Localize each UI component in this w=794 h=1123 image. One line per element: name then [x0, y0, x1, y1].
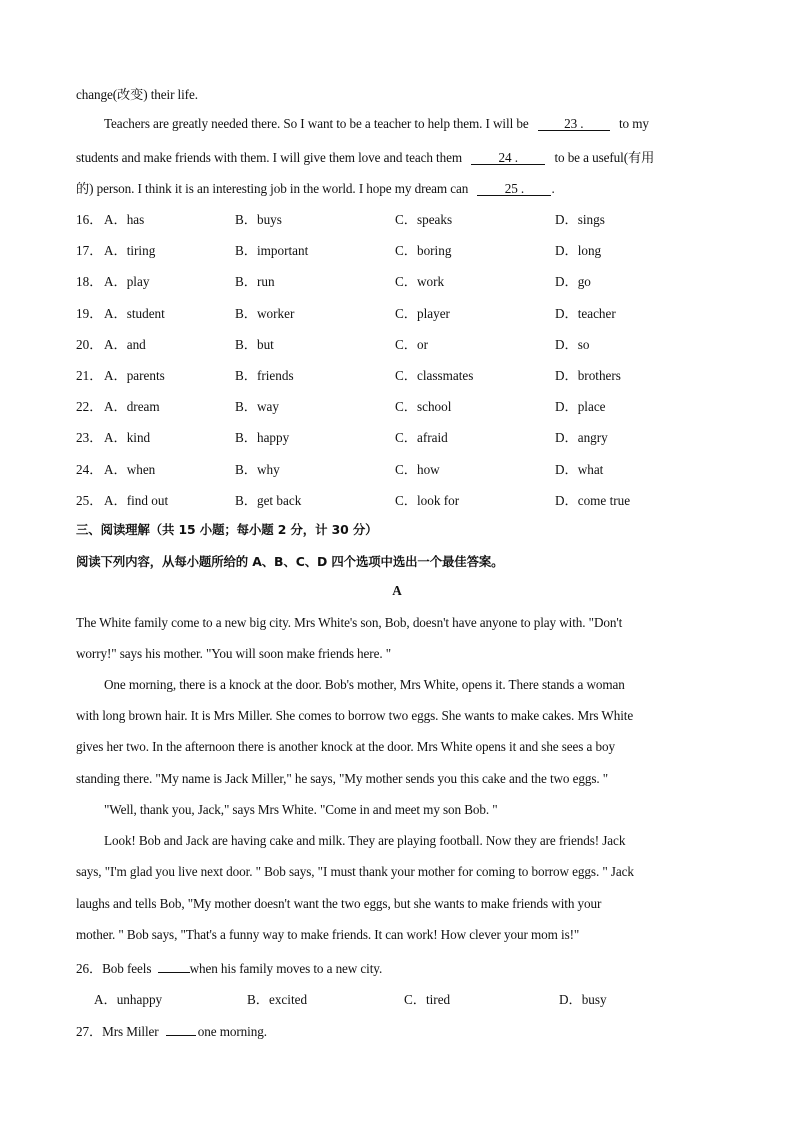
question-number: 17． — [76, 243, 103, 259]
option-b[interactable]: B．worker — [235, 305, 295, 321]
passage-text: Teachers are greatly needed there. So I want to be a teacher to help them. I will be — [104, 116, 529, 131]
option-d[interactable]: D．long — [555, 243, 602, 259]
option-a[interactable]: A．and — [104, 336, 146, 352]
question-text: one morning. — [197, 1024, 267, 1039]
option-d[interactable]: D．so — [555, 336, 590, 352]
option-a[interactable]: A．kind — [104, 430, 151, 446]
answer-blank — [158, 972, 190, 973]
passage-text: to be a useful(有用 — [554, 150, 655, 165]
option-a[interactable]: A．has — [104, 212, 145, 227]
passage-line: gives her two. In the afternoon there is another knock at the door. Mrs White opens it and she sees a boy — [76, 739, 615, 754]
option-d[interactable]: D．place — [555, 399, 606, 415]
option-d[interactable]: D．brothers — [555, 368, 621, 383]
option-c[interactable]: C．player — [395, 305, 450, 321]
option-a[interactable]: A．parents — [104, 368, 165, 383]
answer-blank — [166, 1035, 196, 1036]
passage-line: The White family come to a new big city. Mrs White's son, Bob, doesn't have anyone to play with. "Don't — [76, 615, 623, 630]
passage-line: with long brown hair. It is Mrs Miller. She comes to borrow two eggs. She wants to make cakes. Mrs White — [76, 708, 634, 723]
question-text: when his family moves to a new city. — [189, 961, 383, 976]
question-number: 22． — [76, 399, 103, 415]
question-26 — [76, 958, 382, 977]
option-c[interactable]: C．or — [395, 336, 428, 352]
option-a[interactable]: A．find out — [104, 492, 169, 508]
option-d[interactable]: D．sings — [555, 212, 605, 227]
question-number: 24． — [76, 461, 103, 477]
option-b[interactable]: B．but — [235, 336, 274, 352]
question-number: 21． — [76, 368, 103, 383]
cloze-option-row — [76, 334, 716, 354]
option-c[interactable]: C．boring — [395, 243, 452, 259]
question-number: 20． — [76, 336, 103, 352]
option-c[interactable]: C．how — [395, 461, 440, 477]
option-c[interactable]: C．look for — [395, 492, 460, 508]
passage-line — [104, 116, 649, 132]
option-d[interactable]: D．what — [555, 461, 604, 477]
option-c[interactable]: C．afraid — [395, 430, 448, 446]
passage-line — [76, 147, 654, 166]
option-a[interactable]: A．student — [104, 305, 165, 321]
option-b[interactable]: B．excited — [247, 992, 308, 1007]
passage-line: Look! Bob and Jack are having cake and milk. They are playing football. Now they are friends! Jack — [104, 833, 626, 848]
passage-line: mother. " Bob says, "That's a funny way to make friends. It can work! How clever your mom is!" — [76, 927, 580, 942]
blank-23: 23 . — [538, 117, 610, 131]
option-c[interactable]: C．classmates — [395, 368, 474, 383]
passage-line: laughs and tells Bob, "My mother doesn't want the two eggs, but she wants to make friends with your — [76, 896, 602, 911]
cloze-option-row — [76, 396, 716, 416]
option-b[interactable]: B．happy — [235, 430, 290, 446]
option-b[interactable]: B．friends — [235, 368, 294, 383]
passage-text: 的) person. I think it is an interesting job in the world. I hope my dream can — [76, 181, 469, 196]
passage-text: . — [551, 181, 555, 196]
passage-line — [76, 178, 555, 197]
question-number: 19． — [76, 305, 103, 321]
question-number: 16． — [76, 212, 103, 227]
option-d[interactable]: D．busy — [559, 992, 607, 1007]
cloze-option-row — [76, 240, 716, 260]
question-text: 27．Mrs Miller — [76, 1024, 159, 1039]
cloze-option-row — [76, 209, 716, 229]
passage-line: worry!" says his mother. "You will soon make friends here. " — [76, 646, 392, 661]
option-a[interactable]: A．unhappy — [94, 992, 163, 1007]
passage-line: "Well, thank you, Jack," says Mrs White. "Come in and meet my son Bob. " — [104, 802, 498, 817]
option-a[interactable]: A．tiring — [104, 243, 156, 259]
option-c[interactable]: C．school — [395, 399, 452, 415]
passage-line: standing there. "My name is Jack Miller," he says, "My mother sends you this cake and the two eggs. " — [76, 771, 609, 786]
option-b[interactable]: B．way — [235, 399, 279, 415]
passage-text: to my — [618, 116, 649, 131]
section-instruction: 阅读下列内容，从每小题所给的 A、B、C、D 四个选项中选出一个最佳答案。 — [76, 554, 504, 569]
cloze-option-row — [76, 427, 716, 447]
passage-text: students and make friends with them. I will give them love and teach them — [76, 150, 463, 165]
question-number: 25． — [76, 492, 103, 508]
passage-label: A — [392, 583, 402, 598]
cloze-option-row — [76, 459, 716, 479]
option-b[interactable]: B．why — [235, 461, 280, 477]
option-d[interactable]: D．teacher — [555, 305, 616, 321]
question-26-options — [94, 989, 734, 1009]
cloze-option-row — [76, 271, 716, 291]
option-d[interactable]: D．go — [555, 274, 591, 290]
cloze-option-row — [76, 303, 716, 323]
question-27 — [76, 1021, 267, 1040]
section-heading: 三、阅读理解（共 15 小题；每小题 2 分，计 30 分） — [76, 522, 378, 537]
question-number: 23． — [76, 430, 103, 446]
passage-line: One morning, there is a knock at the door. Bob's mother, Mrs White, opens it. There stands a woman — [104, 677, 625, 692]
option-a[interactable]: A．dream — [104, 399, 160, 415]
option-b[interactable]: B．important — [235, 243, 309, 259]
option-c[interactable]: C．speaks — [395, 212, 453, 227]
option-b[interactable]: B．run — [235, 274, 275, 290]
question-text: 26．Bob feels — [76, 961, 152, 976]
option-c[interactable]: C．tired — [404, 992, 451, 1007]
option-d[interactable]: D．angry — [555, 430, 608, 446]
passage-line: change(改变) their life. — [76, 87, 198, 102]
option-b[interactable]: B．buys — [235, 212, 282, 227]
option-c[interactable]: C．work — [395, 274, 445, 290]
passage-line: says, "I'm glad you live next door. " Bob says, "I must thank your mother for coming to borrow eggs. " Jack — [76, 864, 634, 879]
option-a[interactable]: A．play — [104, 274, 150, 290]
option-a[interactable]: A．when — [104, 461, 156, 477]
cloze-option-row — [76, 365, 716, 385]
question-number: 18． — [76, 274, 103, 290]
option-d[interactable]: D．come true — [555, 492, 631, 508]
blank-24: 24 . — [471, 151, 545, 165]
cloze-option-row — [76, 490, 716, 510]
option-b[interactable]: B．get back — [235, 492, 302, 508]
blank-25: 25 . — [477, 182, 551, 196]
